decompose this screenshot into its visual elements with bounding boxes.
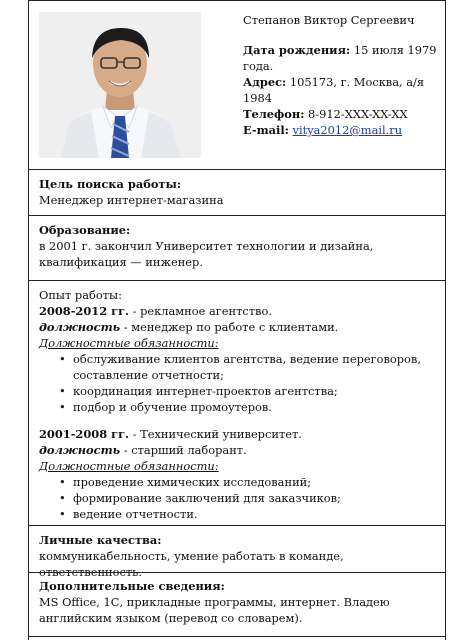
goal-section bbox=[39, 176, 441, 208]
resume-document bbox=[28, 0, 446, 640]
duties-list bbox=[39, 351, 441, 415]
education-section bbox=[39, 222, 441, 270]
address-label: Адрес: bbox=[243, 75, 287, 89]
job-company: - Технический университет. bbox=[129, 427, 302, 441]
position-label: должность bbox=[39, 443, 121, 457]
job-position: - менеджер по работе с клиентами. bbox=[120, 320, 339, 334]
birth-value: 15 июля 1979 года. bbox=[243, 43, 437, 73]
birth-date bbox=[243, 42, 443, 74]
contact-info bbox=[243, 12, 443, 138]
email bbox=[243, 122, 443, 138]
duties-label: Должностные обязанности: bbox=[39, 459, 219, 473]
job-company: - рекламное агентство. bbox=[129, 304, 272, 318]
divider bbox=[29, 525, 445, 526]
address bbox=[243, 74, 443, 106]
divider bbox=[29, 636, 445, 637]
duty-item: • ведение отчетности. bbox=[39, 506, 441, 522]
full-name: Степанов Виктор Сергеевич bbox=[243, 13, 415, 27]
phone-value: 8-912-XXX-XX-XX bbox=[308, 107, 408, 121]
job-2 bbox=[39, 426, 441, 522]
divider bbox=[29, 215, 445, 216]
job-period-line bbox=[39, 426, 441, 442]
additional-text: MS Office, 1С, прикладные программы, интернет. Владею английским языком (перевод со словарем). bbox=[39, 595, 390, 625]
position-label: должность bbox=[39, 320, 121, 334]
qualities-title: Личные качества: bbox=[39, 533, 162, 547]
education-title: Образование: bbox=[39, 223, 131, 237]
goal-title: Цель поиска работы: bbox=[39, 177, 182, 191]
divider bbox=[29, 572, 445, 573]
additional-title: Дополнительные сведения: bbox=[39, 579, 225, 593]
job-period: 2001-2008 гг. bbox=[39, 427, 130, 441]
experience-title: Опыт работы: bbox=[39, 288, 122, 302]
duties-label: Должностные обязанности: bbox=[39, 336, 219, 350]
divider bbox=[29, 169, 445, 170]
profile-photo bbox=[39, 12, 201, 158]
additional-section bbox=[39, 578, 441, 626]
job-1 bbox=[39, 303, 441, 415]
experience-section bbox=[39, 287, 441, 522]
email-link[interactable]: vitya2012@mail.ru bbox=[292, 123, 403, 137]
job-position: - старший лаборант. bbox=[120, 443, 247, 457]
phone-label: Телефон: bbox=[243, 107, 305, 121]
birth-label: Дата рождения: bbox=[243, 43, 351, 57]
job-position-line bbox=[39, 319, 441, 335]
divider bbox=[29, 0, 445, 1]
duty-item: • подбор и обучение промоутеров. bbox=[39, 399, 441, 415]
job-period-line bbox=[39, 303, 441, 319]
email-label: E-mail: bbox=[243, 123, 289, 137]
duty-item: • обслуживание клиентов агентства, ведение переговоров, составление отчетности; bbox=[39, 351, 441, 383]
duty-item: • координация интернет-проектов агентства; bbox=[39, 383, 441, 399]
duty-item: • формирование заключений для заказчиков; bbox=[39, 490, 441, 506]
address-value: 105173, г. Москва, а/я 1984 bbox=[243, 75, 425, 105]
goal-text: Менеджер интернет-магазина bbox=[39, 193, 224, 207]
phone bbox=[243, 106, 443, 122]
duty-item: • проведение химических исследований; bbox=[39, 474, 441, 490]
education-text: в 2001 г. закончил Университет технологии и дизайна, квалификация — инженер. bbox=[39, 239, 374, 269]
qualities-text: коммуникабельность, умение работать в команде, ответственность. bbox=[39, 549, 344, 579]
duties-list bbox=[39, 474, 441, 522]
job-period: 2008-2012 гг. bbox=[39, 304, 130, 318]
job-position-line bbox=[39, 442, 441, 458]
divider bbox=[29, 280, 445, 281]
